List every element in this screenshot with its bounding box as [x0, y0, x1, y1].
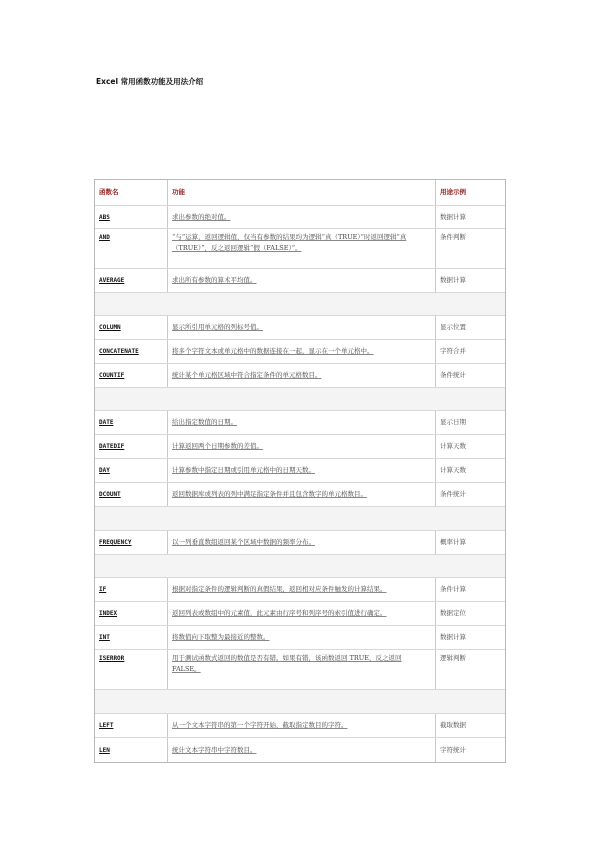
function-usage: 条件统计	[440, 371, 466, 379]
function-usage: 计算天数	[440, 466, 466, 474]
header-function: 功能	[168, 180, 436, 205]
function-name: ABS	[95, 206, 168, 228]
function-name: AVERAGE	[95, 269, 168, 292]
spacer-row	[95, 293, 505, 316]
table-row	[95, 531, 505, 555]
table-row	[95, 483, 505, 507]
table-row	[95, 364, 505, 388]
function-usage: 逻辑判断	[440, 654, 466, 662]
function-usage: 截取数据	[440, 721, 466, 729]
function-name: COUNTIF	[95, 364, 168, 387]
spacer-row	[95, 388, 505, 411]
spacer-row	[95, 555, 505, 578]
table-row	[95, 340, 505, 364]
table-row	[95, 459, 505, 483]
function-desc: 将数值向下取整为最接近的整数。	[168, 626, 436, 649]
table-row	[95, 626, 505, 650]
table-row	[95, 714, 505, 738]
function-desc: 以一列垂直数组返回某个区域中数据的频率分布。	[168, 531, 436, 554]
function-usage: 数据计算	[440, 212, 466, 221]
function-usage: 计算天数	[440, 442, 466, 450]
function-desc: 返回数据库或列表的列中满足指定条件并且包含数字的单元格数目。	[168, 483, 436, 506]
page-title: Excel 常用函数功能及用法介绍	[96, 77, 204, 86]
spacer-row	[95, 507, 505, 531]
function-usage: 显示日期	[440, 418, 466, 426]
function-desc: 计算返回两个日期参数的差值。	[168, 435, 436, 458]
function-desc: “与”运算，返回逻辑值，仅当有参数的结果均为逻辑“真（TRUE）”时返回逻辑“真（TRUE）”，反之返回逻辑“假（FALSE）”。	[168, 229, 436, 268]
table-row	[95, 206, 505, 229]
function-usage: 字符合并	[440, 347, 466, 355]
table-header-row	[95, 180, 505, 206]
table-row	[95, 578, 505, 602]
function-desc: 求出参数的绝对值。	[168, 206, 436, 228]
function-name: ISERROR	[95, 650, 168, 689]
function-desc: 统计某个单元格区域中符合指定条件的单元格数目。	[168, 364, 436, 387]
function-desc: 给出指定数值的日期。	[168, 411, 436, 434]
function-desc: 计算参数中指定日期或引用单元格中的日期天数。	[168, 459, 436, 482]
function-desc: 用于测试函数式返回的数值是否有错。如果有错，该函数返回 TRUE，反之返回 FALSE。	[168, 650, 436, 689]
function-name: FREQUENCY	[95, 531, 168, 554]
function-usage: 数据定位	[440, 609, 466, 617]
function-usage: 条件判断	[440, 233, 466, 241]
function-usage: 条件统计	[440, 490, 466, 498]
table-row	[95, 229, 505, 269]
table-row	[95, 435, 505, 459]
function-name: LEN	[95, 738, 168, 762]
function-name: CONCATENATE	[95, 340, 168, 363]
table-row	[95, 602, 505, 626]
function-usage: 概率计算	[440, 538, 466, 546]
function-name: LEFT	[95, 714, 168, 737]
table-row	[95, 650, 505, 690]
header-usage: 用途示例	[440, 188, 466, 196]
function-usage: 显示位置	[440, 323, 466, 331]
function-name: DATE	[95, 411, 168, 434]
function-name: DAY	[95, 459, 168, 482]
function-table	[94, 179, 506, 763]
spacer-row	[95, 690, 505, 714]
function-name: DATEDIF	[95, 435, 168, 458]
function-usage: 数据计算	[440, 276, 466, 284]
table-row	[95, 269, 505, 293]
function-desc: 将多个字符文本或单元格中的数据连接在一起，显示在一个单元格中。	[168, 340, 436, 363]
function-desc: 统计文本字符串中字符数目。	[168, 738, 436, 762]
function-usage: 字符统计	[440, 745, 466, 754]
function-desc: 显示所引用单元格的列标号值。	[168, 316, 436, 339]
function-name: INT	[95, 626, 168, 649]
table-row	[95, 316, 505, 340]
function-desc: 根据对指定条件的逻辑判断的真假结果，返回相对应条件触发的计算结果。	[168, 578, 436, 601]
function-desc: 求出所有参数的算术平均值。	[168, 269, 436, 292]
function-desc: 返回列表或数组中的元素值，此元素由行序号和列序号的索引值进行确定。	[168, 602, 436, 625]
table-row	[95, 411, 505, 435]
table-row	[95, 738, 505, 762]
function-name: INDEX	[95, 602, 168, 625]
function-name: COLUMN	[95, 316, 168, 339]
function-usage: 数据计算	[440, 633, 466, 641]
function-name: DCOUNT	[95, 483, 168, 506]
header-name: 函数名	[95, 180, 168, 205]
function-name: IF	[95, 578, 168, 601]
function-name: AND	[95, 229, 168, 268]
function-desc: 从一个文本字符串的第一个字符开始，截取指定数目的字符。	[168, 714, 436, 737]
function-usage: 条件计算	[440, 585, 466, 593]
